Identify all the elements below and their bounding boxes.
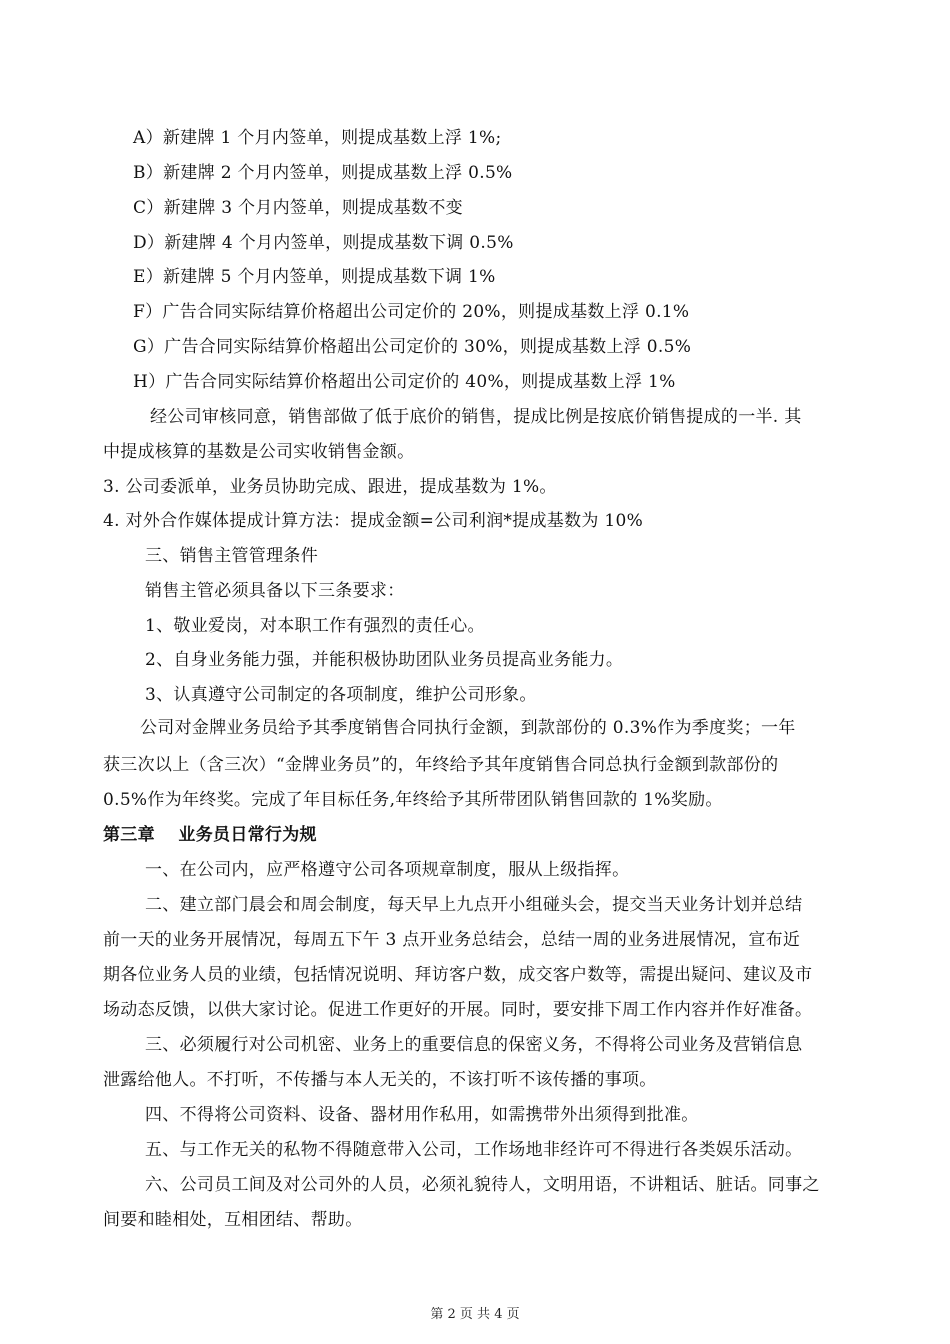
chapter-3-title: 第三章 业务员日常行为规 [103, 825, 317, 845]
item-b: B）新建牌 2 个月内签单，则提成基数上浮 0.5% [133, 163, 513, 183]
rule-line: 四、不得将公司资料、设备、器材用作私用，如需携带外出须得到批准。 [145, 1105, 699, 1125]
item-3: 3. 公司委派单，业务员协助完成、跟进，提成基数为 1%。 [103, 477, 557, 497]
requirement-item: 1、敬业爱岗，对本职工作有强烈的责任心。 [145, 616, 485, 636]
bonus-paragraph-line: 获三次以上（含三次）“金牌业务员”的，年终给予其年度销售合同总执行金额到款部份的 [103, 755, 779, 775]
item-c: C）新建牌 3 个月内签单，则提成基数不变 [133, 198, 463, 218]
requirement-item: 2、自身业务能力强，并能积极协助团队业务员提高业务能力。 [145, 650, 624, 670]
section-3-intro: 销售主管必须具备以下三条要求： [145, 581, 405, 601]
audit-paragraph-line: 经公司审核同意，销售部做了低于底价的销售，提成比例是按底价销售提成的一半. 其 [150, 407, 802, 427]
rule-line: 五、与工作无关的私物不得随意带入公司，工作场地非经许可不得进行各类娱乐活动。 [145, 1140, 803, 1160]
rule-line: 场动态反馈，以供大家讨论。促进工作更好的开展。同时，要安排下周工作内容并作好准备。 [103, 1000, 813, 1020]
rule-line: 六、公司员工间及对公司外的人员，必须礼貌待人，文明用语，不讲粗话、脏话。同事之 [145, 1175, 820, 1195]
requirement-item: 3、认真遵守公司制定的各项制度，维护公司形象。 [145, 685, 537, 705]
page-footer: 第 2 页 共 4 页 [430, 1307, 520, 1322]
bonus-paragraph-line: 0.5%作为年终奖。完成了年目标任务,年终给予其所带团队销售回款的 1%奖励。 [103, 790, 723, 810]
rule-line: 二、建立部门晨会和周会制度，每天早上九点开小组碰头会，提交当天业务计划并总结 [145, 895, 803, 915]
section-3-title: 三、销售主管管理条件 [145, 546, 318, 566]
item-f: F）广告合同实际结算价格超出公司定价的 20%，则提成基数上浮 0.1% [133, 302, 690, 322]
item-h: H）广告合同实际结算价格超出公司定价的 40%，则提成基数上浮 1% [133, 372, 676, 392]
item-d: D）新建牌 4 个月内签单，则提成基数下调 0.5% [133, 233, 514, 253]
rule-line: 期各位业务人员的业绩，包括情况说明、拜访客户数，成交客户数等，需提出疑问、建议及市 [103, 965, 813, 985]
rule-line: 一、在公司内，应严格遵守公司各项规章制度，服从上级指挥。 [145, 860, 630, 880]
rule-line: 前一天的业务开展情况，每周五下午 3 点开业务总结会，总结一周的业务进展情况，宣布近 [103, 930, 801, 950]
item-4: 4. 对外合作媒体提成计算方法：提成金额=公司利润*提成基数为 10% [103, 511, 644, 531]
bonus-paragraph-line: 公司对金牌业务员给予其季度销售合同执行金额，到款部份的 0.3%作为季度奖；一年 [140, 718, 796, 738]
item-e: E）新建牌 5 个月内签单，则提成基数下调 1% [133, 267, 496, 287]
audit-paragraph-line: 中提成核算的基数是公司实收销售金额。 [103, 442, 415, 462]
item-a: A）新建牌 1 个月内签单，则提成基数上浮 1%; [133, 128, 502, 148]
rule-line: 三、必须履行对公司机密、业务上的重要信息的保密义务，不得将公司业务及营销信息 [145, 1035, 803, 1055]
rule-line: 间要和睦相处，互相团结、帮助。 [103, 1210, 363, 1230]
item-g: G）广告合同实际结算价格超出公司定价的 30%，则提成基数上浮 0.5% [133, 337, 692, 357]
rule-line: 泄露给他人。不打听，不传播与本人无关的，不该打听不该传播的事项。 [103, 1070, 657, 1090]
